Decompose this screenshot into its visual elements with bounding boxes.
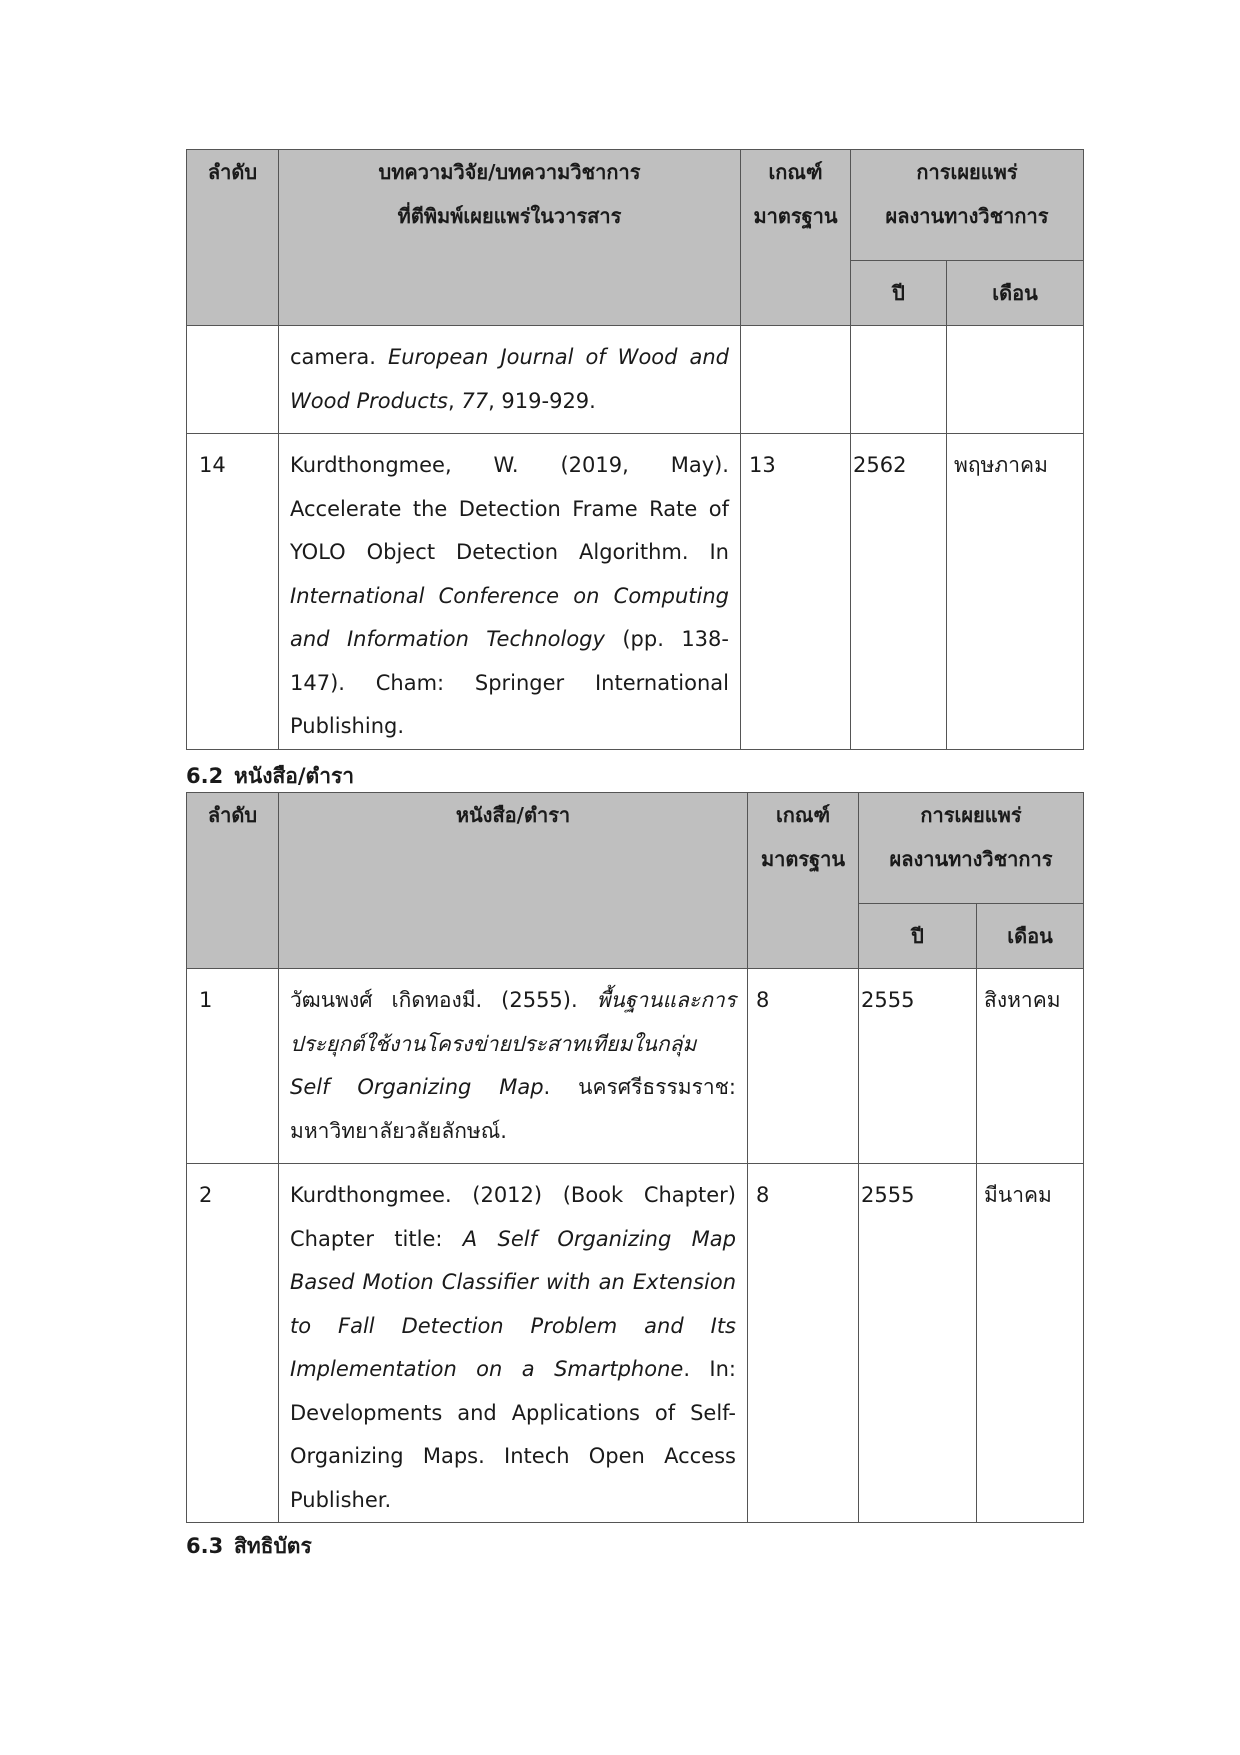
header-dissemination-line1: การเผยแพร่: [920, 803, 1022, 827]
header-dissemination-line2: ผลงานทางวิชาการ: [885, 204, 1049, 228]
table-row: [187, 969, 1084, 1164]
row-reference: camera. European Journal of Wood and Wood Products, 77, 919-929.: [279, 326, 741, 434]
row-reference: วัฒนพงศ์ เกิดทองมี. (2555). พื้นฐานและการประยุกต์ใช้งานโครงข่ายประสาทเทียมในกลุ่ม Self Organizing Map. นครศรีธรรมราช: มหาวิทยาลัยวลัยลักษณ์.: [279, 969, 748, 1164]
row-criteria: 13: [741, 434, 851, 750]
header-month: เดือน: [977, 904, 1084, 969]
header-year: ปี: [851, 261, 947, 326]
journal-articles-table: [186, 149, 1084, 750]
header-criteria-line2: มาตรฐาน: [760, 847, 846, 871]
table-row: [187, 326, 1084, 434]
section-heading-books: [186, 760, 354, 793]
row-number: 1: [187, 969, 279, 1164]
header-dissemination-line2: ผลงานทางวิชาการ: [889, 847, 1053, 871]
header-criteria-line1: เกณฑ์: [768, 160, 823, 184]
header-article-line1: บทความวิจัย/บทความวิชาการ: [378, 160, 641, 184]
section-number: 6.3: [186, 1534, 224, 1558]
section-number: 6.2: [186, 764, 224, 788]
header-dissemination: [851, 150, 1084, 261]
books-table: [186, 792, 1084, 1523]
row-year: 2555: [859, 1164, 977, 1523]
row-reference: Kurdthongmee. (2012) (Book Chapter) Chapter title: A Self Organizing Map Based Motion Classifier with an Extension to Fall Detection Problem and Its Implementation on a Smartphone. In: Developments and Applications of Self-Organizing Maps. Intech Open Access Publisher.: [279, 1164, 748, 1523]
row-reference: Kurdthongmee, W. (2019, May). Accelerate the Detection Frame Rate of YOLO Object Detection Algorithm. In International Conference on Computing and Information Technology (pp. 138-147). Cham: Springer International Publishing.: [279, 434, 741, 750]
row-year: 2555: [859, 969, 977, 1164]
row-criteria: [741, 326, 851, 434]
row-month: มีนาคม: [977, 1164, 1084, 1523]
header-year: ปี: [859, 904, 977, 969]
header-criteria: [748, 793, 859, 969]
header-book: หนังสือ/ตำรา: [279, 793, 748, 969]
row-year: 2562: [851, 434, 947, 750]
section-title: สิทธิบัตร: [234, 1534, 312, 1558]
header-order: ลำดับ: [187, 150, 279, 326]
header-criteria-line2: มาตรฐาน: [753, 204, 838, 228]
row-number: 2: [187, 1164, 279, 1523]
row-year: [851, 326, 947, 434]
header-criteria: [741, 150, 851, 326]
row-month: พฤษภาคม: [947, 434, 1084, 750]
header-article-line2: ที่ตีพิมพ์เผยแพร่ในวารสาร: [397, 204, 622, 228]
row-number: 14: [187, 434, 279, 750]
section-heading-patents: [186, 1530, 312, 1563]
header-dissemination: [859, 793, 1084, 904]
table-row: [187, 1164, 1084, 1523]
header-dissemination-line1: การเผยแพร่: [916, 160, 1018, 184]
row-criteria: 8: [748, 969, 859, 1164]
header-month: เดือน: [947, 261, 1084, 326]
header-criteria-line1: เกณฑ์: [775, 803, 831, 827]
section-title: หนังสือ/ตำรา: [234, 764, 355, 788]
header-article: [279, 150, 741, 326]
row-criteria: 8: [748, 1164, 859, 1523]
table-row: [187, 434, 1084, 750]
row-number: [187, 326, 279, 434]
row-month: สิงหาคม: [977, 969, 1084, 1164]
header-order: ลำดับ: [187, 793, 279, 969]
row-month: [947, 326, 1084, 434]
